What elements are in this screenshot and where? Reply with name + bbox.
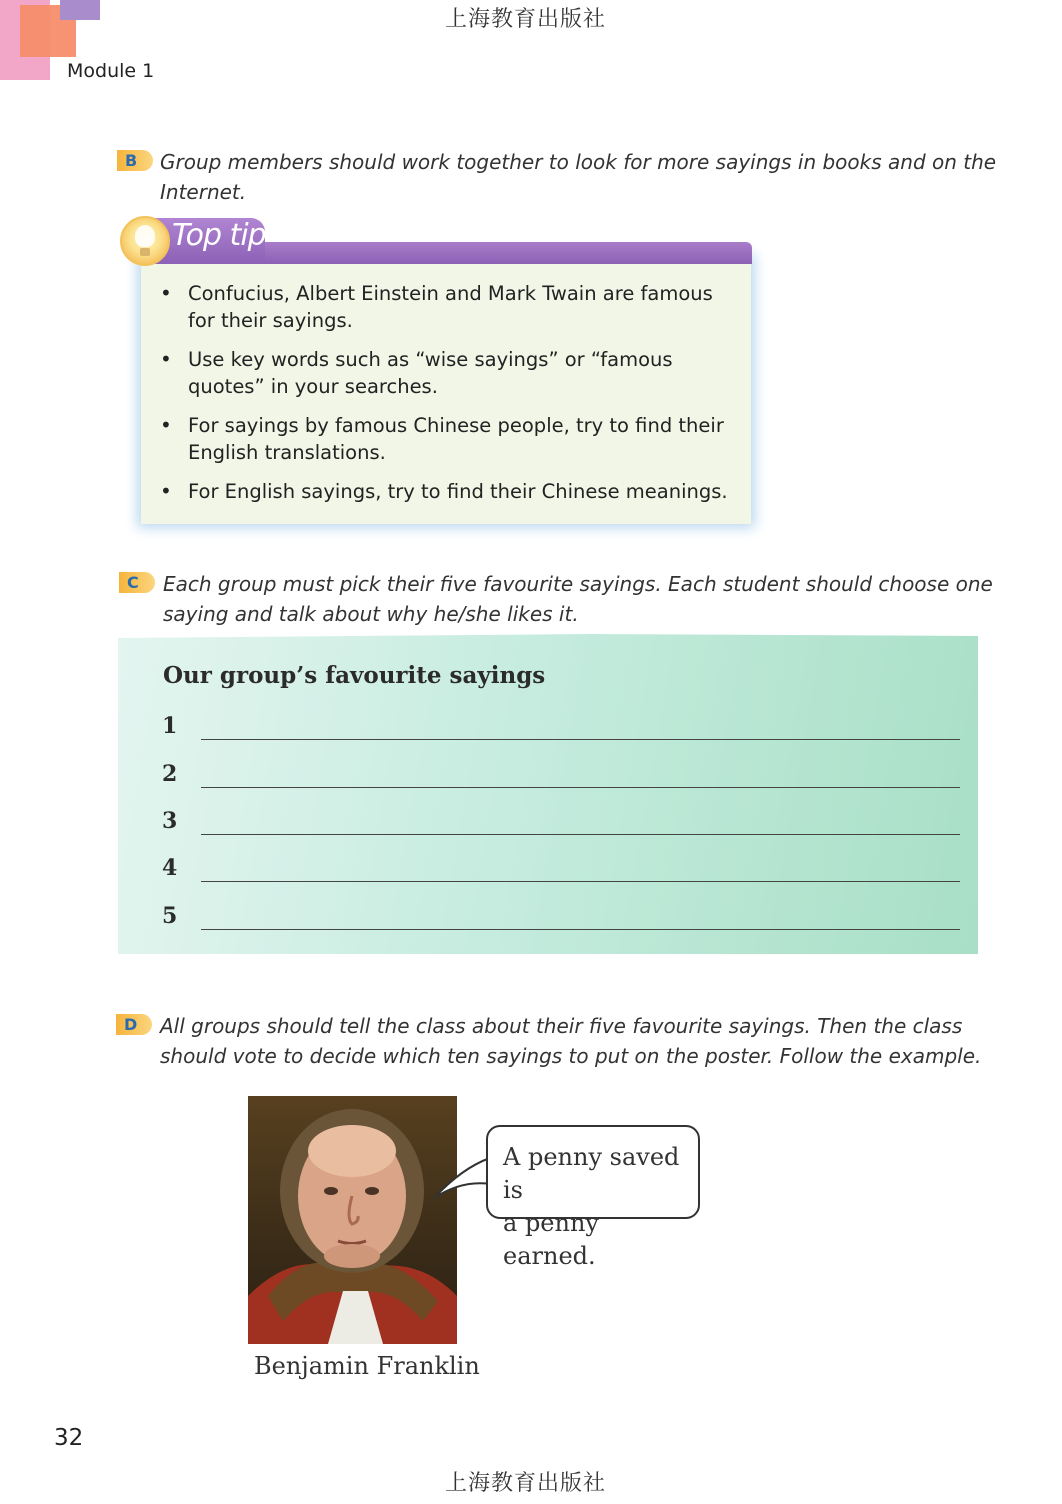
- task-c-line-1: Each group must pick their five favourite sayings. Each student should choose one: [163, 572, 993, 596]
- saying-number-5: 5: [162, 903, 178, 929]
- task-b-line-1: Group members should work together to look for more sayings in books and on the: [160, 150, 997, 174]
- task-c-badge: C: [119, 572, 155, 593]
- saying-number-3: 3: [162, 808, 178, 834]
- top-tip-title: Top tip: [172, 218, 266, 253]
- task-b-instruction: [160, 147, 996, 207]
- top-tip-list: [160, 280, 740, 517]
- speech-bubble: [486, 1125, 700, 1270]
- module-label: Module 1: [67, 60, 155, 82]
- saying-number-2: 2: [162, 761, 178, 787]
- tip-item-line: English translations.: [188, 441, 386, 464]
- task-d-line-1: All groups should tell the class about their five favourite sayings. Then the class: [160, 1014, 963, 1038]
- task-d-badge: D: [116, 1014, 152, 1035]
- saying-answer-line-1[interactable]: [201, 739, 960, 740]
- task-b-badge: B: [117, 150, 153, 171]
- speech-line-1: A penny saved is: [503, 1143, 680, 1204]
- saying-answer-line-4[interactable]: [201, 881, 960, 882]
- saying-number-1: 1: [162, 713, 178, 739]
- portrait-illustration: [248, 1096, 457, 1344]
- tip-item: [160, 478, 740, 505]
- tip-item-line: quotes” in your searches.: [188, 375, 438, 398]
- tip-item: [160, 346, 740, 400]
- tip-item-line: for their sayings.: [188, 309, 353, 332]
- task-c-line-2: saying and talk about why he/she likes it.: [163, 602, 579, 626]
- task-d-instruction: [160, 1011, 981, 1071]
- speech-bubble-tail: [432, 1150, 492, 1202]
- lightbulb-glass: [135, 225, 155, 247]
- tip-item-line: • For English sayings, try to find their Chinese meanings.: [188, 480, 728, 503]
- speech-line-2: a penny earned.: [503, 1209, 599, 1270]
- page-number: 32: [54, 1425, 84, 1451]
- tip-item-line: • Use key words such as “wise sayings” or “famous: [188, 348, 673, 371]
- lightbulb-base: [140, 248, 150, 256]
- saying-answer-line-2[interactable]: [201, 787, 960, 788]
- task-b-line-2: Internet.: [160, 180, 247, 204]
- saying-answer-line-3[interactable]: [201, 834, 960, 835]
- portrait-caption: Benjamin Franklin: [254, 1352, 480, 1380]
- header-publisher: 上海教育出版社: [445, 7, 607, 32]
- sayings-board-title: Our group’s favourite sayings: [163, 662, 546, 689]
- tip-item: [160, 412, 740, 466]
- tip-item: [160, 280, 740, 334]
- footer-publisher: 上海教育出版社: [445, 1471, 607, 1496]
- task-d-line-2: should vote to decide which ten sayings to put on the poster. Follow the example.: [160, 1044, 982, 1068]
- benjamin-franklin-portrait: [248, 1096, 457, 1344]
- saying-number-4: 4: [162, 855, 178, 881]
- corner-decoration-purple: [60, 0, 100, 20]
- task-c-instruction: [163, 569, 993, 629]
- tip-item-line: • Confucius, Albert Einstein and Mark Twain are famous: [188, 282, 713, 305]
- saying-answer-line-5[interactable]: [201, 929, 960, 930]
- tip-item-line: • For sayings by famous Chinese people, try to find their: [188, 414, 724, 437]
